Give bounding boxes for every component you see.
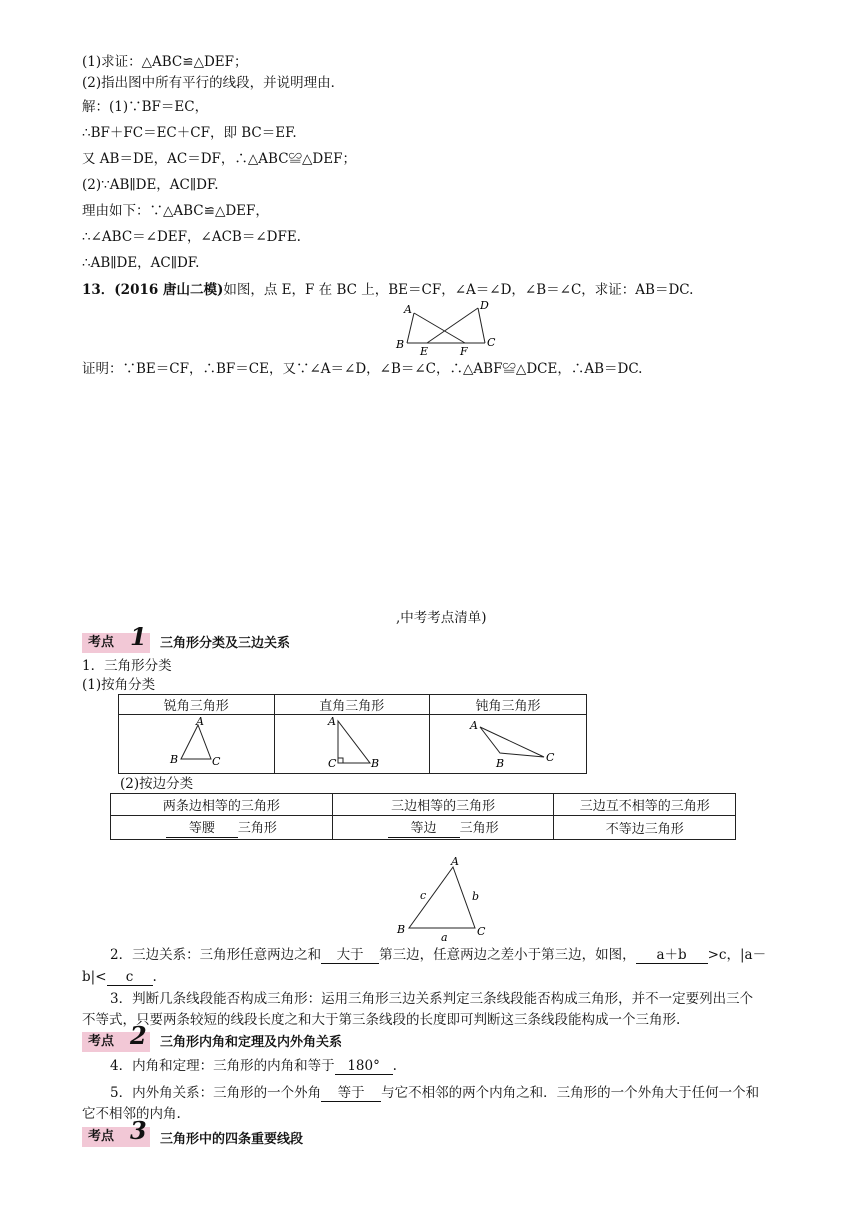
item-4: 4．内角和定理：三角形的内角和等于 180° . (110, 1058, 397, 1074)
obtuse-triangle-figure (458, 715, 558, 769)
problem-number: 13． (82, 282, 115, 298)
answer-blank: 等于 (321, 1085, 381, 1102)
kaodian-tag-3: 考点 3 (82, 1127, 150, 1147)
side-c-label: c (420, 889, 427, 902)
item-3: 3．判断几条线段能否构成三角形：运用三角形三边关系判定三条线段能否构成三角形，并不一定要列出三个 (110, 991, 754, 1007)
problem-13-proof: 证明：∵BE＝CF，∴BF＝CE，又∵∠A＝∠D，∠B＝∠C，∴△ABF≌△DCE，∴AB＝DC. (82, 361, 643, 377)
side-header: 三边相等的三角形 (332, 794, 554, 816)
question-2: (2)指出图中所有平行的线段，并说明理由． (82, 75, 345, 91)
side-a-label: a (441, 931, 448, 944)
vertex-a: A (451, 855, 459, 868)
kaodian-3-title: 三角形中的四条重要线段 (160, 1132, 304, 1147)
problem-13 (82, 280, 693, 300)
equilateral-cell: 等边 三角形 (332, 816, 554, 840)
acute-triangle-cell (119, 715, 275, 774)
solution-line: 解：(1)∵BF＝EC， (82, 99, 209, 115)
point-label-d: D (480, 299, 489, 312)
scalene-cell: 不等边三角形 (554, 816, 736, 840)
answer-blank: 等边 (388, 821, 460, 838)
label-a: A (470, 719, 478, 732)
label-b: B (496, 757, 505, 769)
answer-blank: c (107, 969, 153, 986)
right-triangle-cell (274, 715, 430, 774)
label-a: A (327, 715, 336, 728)
solution-line: ∴∠ABC＝∠DEF，∠ACB＝∠DFE. (82, 229, 301, 245)
item-1: 1．三角形分类 (82, 658, 172, 674)
answer-text: 不等边 (605, 822, 645, 837)
problem-13-figure (390, 298, 500, 358)
solution-line: ∴BF＋FC＝EC＋CF，即 BC＝EF. (82, 125, 297, 141)
point-label-f: F (460, 345, 468, 358)
by-angle-label: (1)按角分类 (82, 677, 156, 693)
item-2: 2．三边关系：三角形任意两边之和 大于 第三边，任意两边之差小于第三边，如图， a＋b >c，|a－ (110, 947, 767, 963)
side-header: 三边互不相等的三角形 (554, 794, 736, 816)
label-c: C (546, 751, 555, 764)
problem-source: (2016 唐山二模) (114, 282, 224, 298)
item-3-cont: 不等式，只要两条较短的线段长度之和大于第三条线段的长度即可判断这三条线段能构成一个三角形. (82, 1012, 681, 1028)
kaodian-1-title: 三角形分类及三边关系 (160, 636, 291, 651)
kaodian-2-title: 三角形内角和定理及内外角关系 (160, 1035, 343, 1050)
point-label-b: B (396, 338, 405, 351)
vertex-b: B (397, 923, 406, 936)
side-b-label: b (472, 890, 480, 903)
point-label-a: A (404, 303, 412, 316)
by-side-label: (2)按边分类 (120, 776, 194, 792)
label-b: B (370, 757, 379, 769)
right-triangle-figure (312, 715, 392, 769)
triangle-abc-figure (390, 855, 500, 945)
point-label-e: E (420, 345, 429, 358)
item-5: 5．内外角关系：三角形的一个外角 等于 与它不相邻的两个内角之和．三角形的一个外角大于任何一个和 (110, 1085, 760, 1101)
kaodian-tag-2: 考点 2 (82, 1032, 150, 1052)
label-a: A (196, 715, 205, 728)
angle-header: 锐角三角形 (119, 695, 275, 715)
label-c: C (212, 755, 221, 768)
obtuse-triangle-cell (430, 715, 587, 774)
answer-blank: 180° (335, 1058, 393, 1075)
answer-blank: a＋b (636, 947, 708, 964)
problem-text: 如图，点 E，F 在 BC 上，BE＝CF，∠A＝∠D，∠B＝∠C，求证：AB＝DC. (223, 282, 694, 298)
answer-blank: 大于 (321, 947, 379, 964)
label-c: C (327, 757, 337, 769)
vertex-c: C (477, 925, 486, 938)
solution-line: 理由如下：∵△ABC≌△DEF， (82, 203, 269, 219)
side-classification-table (110, 793, 736, 840)
side-header: 两条边相等的三角形 (111, 794, 333, 816)
item-5-cont: 它不相邻的内角. (82, 1106, 181, 1122)
angle-header: 钝角三角形 (430, 695, 587, 715)
isosceles-cell: 等腰 三角形 (111, 816, 333, 840)
item-2-cont: b|< c . (82, 969, 157, 985)
solution-line: (2)∵AB∥DE，AC∥DF. (82, 177, 219, 193)
question-1: (1)求证：△ABC≌△DEF； (82, 54, 248, 70)
label-b: B (170, 753, 179, 766)
solution-line: ∴AB∥DE，AC∥DF. (82, 255, 200, 271)
kaodian-tag-1: 考点 1 (82, 633, 150, 653)
angle-header: 直角三角形 (274, 695, 430, 715)
angle-classification-table (118, 694, 587, 774)
solution-line: 又 AB＝DE，AC＝DF，∴△ABC≌△DEF； (82, 151, 356, 167)
acute-triangle-figure (156, 715, 236, 769)
section-header: ,中考考点清单) (396, 610, 487, 626)
point-label-c: C (487, 336, 496, 349)
answer-blank: 等腰 (166, 821, 238, 838)
